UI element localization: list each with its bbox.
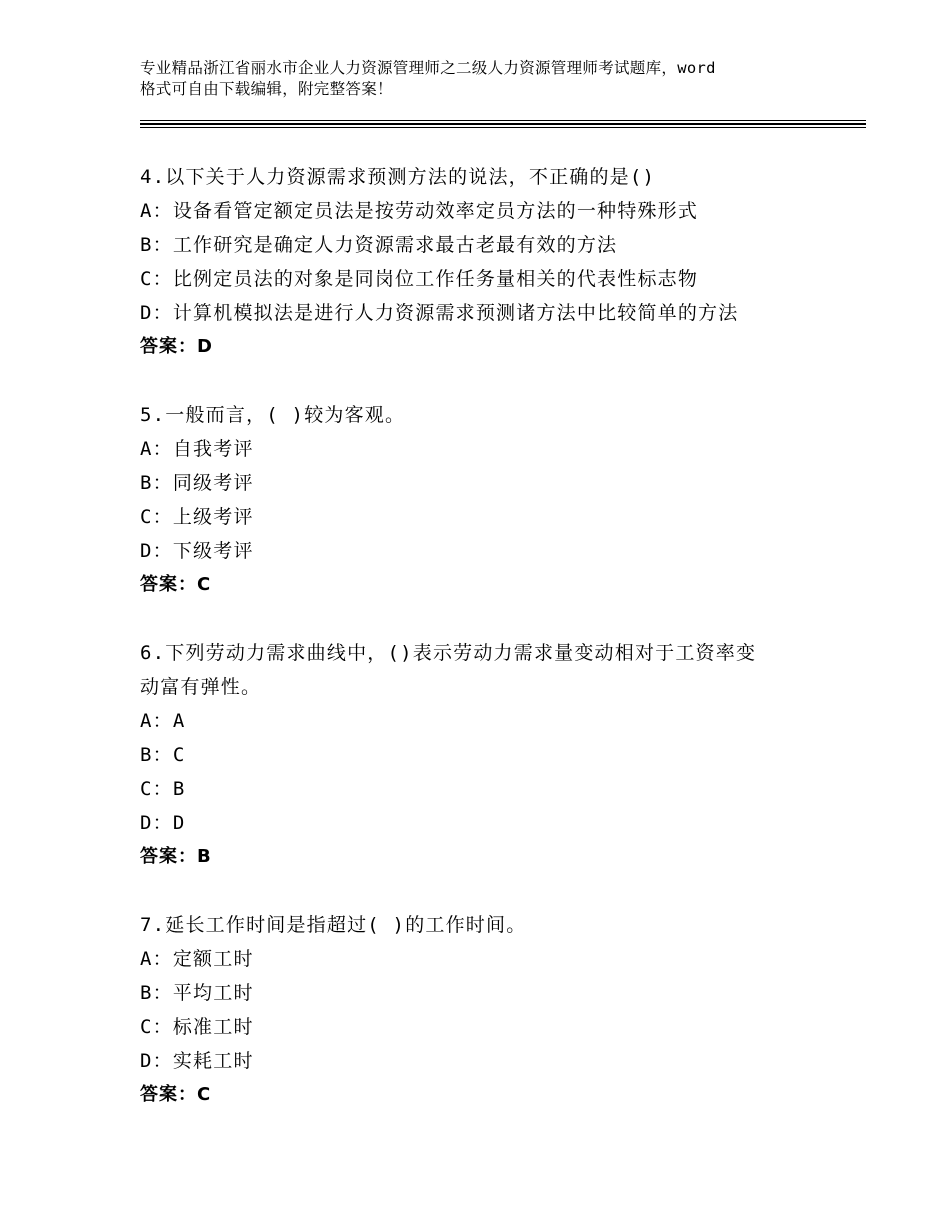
option-a: A：设备看管定额定员法是按劳动效率定员方法的一种特殊形式 xyxy=(140,200,699,222)
header-divider-middle xyxy=(140,123,866,125)
question-stem: 7.延长工作时间是指超过( )的工作时间。 xyxy=(140,914,527,936)
option-d: D：实耗工时 xyxy=(140,1050,254,1072)
option-b: B：工作研究是确定人力资源需求最古老最有效的方法 xyxy=(140,234,618,256)
option-b: B：平均工时 xyxy=(140,982,254,1004)
header-line-1: 专业精品浙江省丽水市企业人力资源管理师之二级人力资源管理师考试题库，word xyxy=(140,59,716,77)
header-divider-bottom xyxy=(140,127,866,128)
answer-label: 答案：D xyxy=(140,336,213,357)
option-b: B：同级考评 xyxy=(140,472,254,494)
question-6 xyxy=(140,636,840,874)
option-c: C：比例定员法的对象是同岗位工作任务量相关的代表性标志物 xyxy=(140,268,699,290)
answer-label: 答案：C xyxy=(140,574,212,595)
option-a: A：自我考评 xyxy=(140,438,254,460)
option-c: C：标准工时 xyxy=(140,1016,254,1038)
answer-label: 答案：C xyxy=(140,1084,212,1105)
header-divider-top xyxy=(140,120,866,121)
option-d: D：计算机模拟法是进行人力资源需求预测诸方法中比较简单的方法 xyxy=(140,302,739,324)
question-stem: 5.一般而言，( )较为客观。 xyxy=(140,404,406,426)
question-5 xyxy=(140,398,840,602)
answer-label: 答案：B xyxy=(140,846,212,867)
document-header xyxy=(140,58,830,100)
option-b: B：C xyxy=(140,744,186,766)
question-4 xyxy=(140,160,840,364)
header-line-2: 格式可自由下载编辑，附完整答案！ xyxy=(140,80,393,98)
option-d: D：D xyxy=(140,812,186,834)
question-stem: 6.下列劳动力需求曲线中，()表示劳动力需求量变动相对于工资率变 xyxy=(140,642,757,664)
option-a: A：定额工时 xyxy=(140,948,254,970)
question-stem: 4.以下关于人力资源需求预测方法的说法，不正确的是() xyxy=(140,166,656,188)
option-d: D：下级考评 xyxy=(140,540,254,562)
option-c: C：上级考评 xyxy=(140,506,254,528)
option-c: C：B xyxy=(140,778,186,800)
question-stem-continued: 动富有弹性。 xyxy=(140,676,262,698)
option-a: A：A xyxy=(140,710,186,732)
question-list xyxy=(140,160,840,1146)
question-7 xyxy=(140,908,840,1112)
